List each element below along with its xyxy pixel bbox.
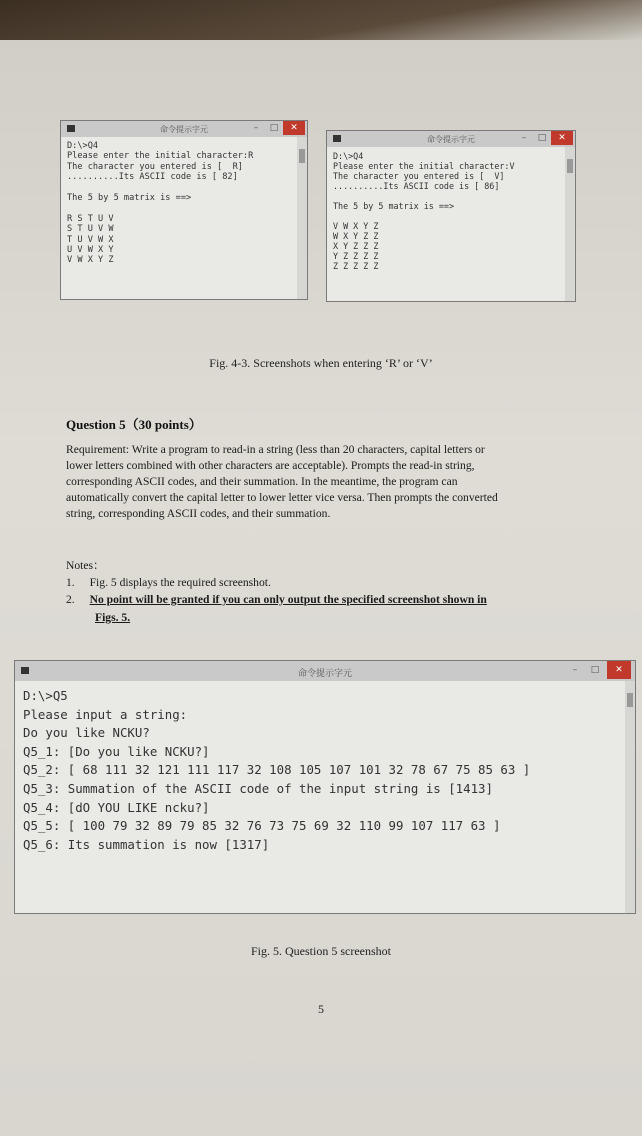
console-line: The character you entered is [ V]	[333, 171, 505, 181]
console-line	[333, 211, 557, 221]
cmd-window-q4-r	[60, 120, 308, 300]
console-line	[67, 183, 289, 193]
window-title: 命令提示字元	[297, 669, 352, 679]
console-line: The character you entered is [ R]	[67, 161, 243, 172]
maximize-button[interactable]: □	[269, 123, 279, 133]
close-button[interactable]: ✕	[607, 661, 631, 679]
console-line: ..........Its ASCII code is [ 86]	[333, 181, 500, 191]
notes-heading: Notes：	[66, 559, 105, 572]
console-line: V W X Y Z	[67, 255, 114, 266]
console-line: Z Z Z Z Z	[333, 261, 379, 271]
cmd-titlebar	[61, 121, 307, 137]
console-line: W X Y Z Z	[333, 231, 379, 241]
console-line: S T U V W	[67, 224, 114, 235]
cmd-window-q4-v	[326, 130, 576, 302]
console-output	[15, 681, 623, 913]
console-line: X Y Z Z Z	[333, 241, 379, 251]
console-line	[333, 191, 557, 201]
cmd-titlebar	[327, 131, 575, 147]
console-output	[327, 147, 563, 301]
note-2-number: 2.	[66, 593, 75, 606]
scrollbar-thumb[interactable]	[299, 149, 305, 163]
window-title: 命令提示字元	[427, 135, 475, 144]
requirement-line: string, corresponding ASCII codes, and their summation.	[66, 507, 331, 520]
close-button[interactable]: ✕	[283, 121, 305, 135]
requirement-line: lower letters combined with other characters are acceptable). Prompts the read-in string,	[66, 459, 475, 472]
console-line: The 5 by 5 matrix is ==>	[333, 201, 455, 211]
console-line: Do you like NCKU?	[23, 725, 150, 741]
note-2	[66, 593, 626, 606]
console-line: Q5_6: Its summation is now [1317]	[23, 836, 270, 852]
background-shadow	[0, 0, 642, 40]
minimize-button[interactable]: –	[572, 665, 578, 675]
console-line: Please enter the initial character:V	[333, 161, 515, 171]
maximize-button[interactable]: □	[590, 665, 600, 675]
console-line: The 5 by 5 matrix is ==>	[67, 193, 192, 204]
console-line: Q5_4: [dO YOU LIKE ncku?]	[23, 799, 210, 815]
minimize-button[interactable]: –	[253, 123, 259, 133]
figure-caption-5: Fig. 5. Question 5 screenshot	[251, 944, 391, 958]
scrollbar[interactable]	[565, 147, 575, 301]
note-1-number: 1.	[66, 576, 75, 589]
console-line: Q5_2: [ 68 111 32 121 111 117 32 108 105 107 101 32 78 67 75 85 63 ]	[23, 762, 531, 778]
scrollbar[interactable]	[297, 137, 307, 299]
console-line: Y Z Z Z Z	[333, 251, 379, 261]
requirement-line: automatically convert the capital letter to lower letter vice versa. Then prompts the converted	[66, 491, 498, 504]
console-line: D:\>Q4	[333, 151, 364, 161]
cmd-titlebar	[15, 661, 635, 681]
note-2-text: No point will be granted if you can only output the specified screenshot shown in	[89, 593, 487, 606]
note-2-text-continued: Figs. 5.	[95, 611, 131, 624]
minimize-button[interactable]: –	[521, 133, 527, 143]
console-line: T U V W X	[67, 234, 114, 245]
console-line: Q5_1: [Do you like NCKU?]	[23, 743, 210, 759]
scrollbar-thumb[interactable]	[567, 159, 573, 173]
requirement-line: Requirement: Write a program to read-in a string (less than 20 characters, capital letters or	[66, 443, 485, 456]
console-line: D:\>Q4	[67, 141, 99, 151]
console-line: Q5_5: [ 100 79 32 89 79 85 32 76 73 75 69 32 110 99 107 117 63 ]	[23, 818, 501, 834]
note-1	[66, 576, 271, 589]
figure-caption-4-3: Fig. 4-3. Screenshots when entering ‘R’ or ‘V’	[209, 356, 433, 370]
close-button[interactable]: ✕	[551, 131, 573, 145]
console-line	[67, 203, 289, 213]
maximize-button[interactable]: □	[537, 133, 547, 143]
requirement-paragraph	[66, 442, 626, 522]
console-line: R S T U V	[67, 213, 114, 224]
cmd-window-q5	[14, 660, 636, 914]
console-line: Please input a string:	[23, 706, 188, 722]
console-line: ..........Its ASCII code is [ 82]	[67, 172, 238, 183]
window-title: 命令提示字元	[160, 125, 208, 134]
scrollbar-thumb[interactable]	[627, 693, 633, 707]
console-output	[61, 137, 295, 299]
question-heading: Question 5（30 points）	[66, 417, 202, 432]
requirement-line: corresponding ASCII codes, and their summation. In the meantime, the program can	[66, 475, 458, 488]
console-line: U V W X Y	[67, 245, 114, 256]
note-1-text: Fig. 5 displays the required screenshot.	[89, 576, 271, 589]
console-line: Q5_3: Summation of the ASCII code of the input string is [1413]	[23, 780, 493, 796]
console-line: D:\>Q5	[23, 688, 68, 703]
page-number: 5	[318, 1002, 324, 1016]
console-line: V W X Y Z	[333, 221, 379, 231]
console-line: Please enter the initial character:R	[67, 151, 254, 162]
scrollbar[interactable]	[625, 681, 635, 913]
